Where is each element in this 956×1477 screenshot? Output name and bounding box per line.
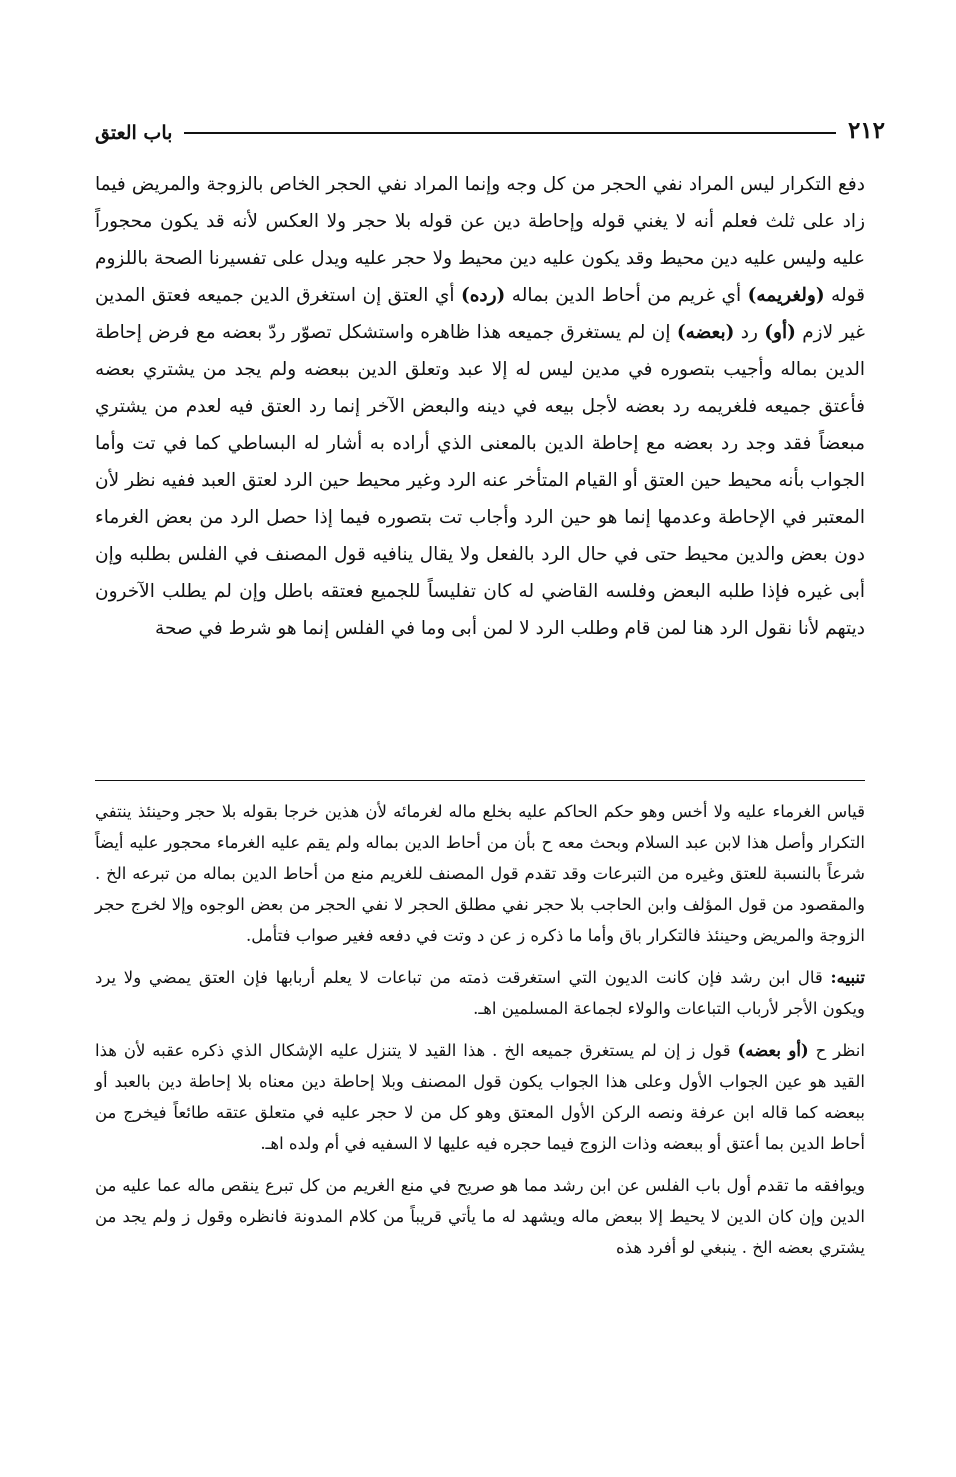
footnote-paragraph: تنبيه: قال ابن رشد فإن كانت الديون التي استغرقت ذمته من تباعات لا يعلم أربابها فإن العتق يمضي ولا يرد ويكون الأجر لأرباب التباعات والولاء لجماعة المسلمين اهـ. bbox=[95, 968, 865, 1018]
footnote-divider bbox=[95, 780, 865, 781]
header-rule bbox=[184, 132, 836, 134]
page-number: ٢١٢ bbox=[847, 117, 885, 144]
footnote-paragraph: انظر ح (أو بعضه) قول ز إن لم يستغرق جميعه الخ . هذا القيد لا يتنزل عليه الإشكال الذي ذكره عقبه لأن هذا القيد هو عين الجواب الأول وعلى هذا الجواب يكون قول المصنف وبلا إحاطة دين معناه بلا إحاطة دين بالعبد أو ببعضه كما قاله ابن عرفة ونصه الركن الأول المعتق وهو كل من لا حجر عليه في متعلق عتقه طائعاً فيخرج من أحاط الدين بما أعتق أو ببعضه وذات الزوج فيما حجره فيه عليها لا السفيه في أم ولده اهـ. bbox=[95, 1041, 865, 1153]
footnote-paragraph: ويوافقه ما تقدم أول باب الفلس عن ابن رشد مما هو صريح في منع الغريم من كل تبرع ينقص ماله عما عليه من الدين وإن كان الدين لا يحيط إلا ببعض ماله ويشهد له ما يأتي قريباً من كلام المدونة فانظره وقول ز ولم يجد من يشتري بعضه الخ . ينبغي لو أفرد هذه bbox=[95, 1176, 865, 1257]
page-header bbox=[95, 108, 885, 144]
note-label: تنبيه: bbox=[830, 968, 865, 987]
main-text bbox=[95, 166, 865, 647]
footnote-paragraph: قياس الغرماء عليه ولا أخس وهو حكم الحاكم عليه بخلع ماله لغرمائه لأن هذين خرجا بقوله بلا حجر وحينئذ ينتفي التكرار وأصل هذا لابن عبد السلام وبحث معه ح بأن من أحاط الدين بماله ولم يقم عليه الغرماء محجور عليه أيضاً شرعاً بالنسبة للعتق وغيره من التبرعات وقد تقدم قول المصنف للغريم منع من أحاط الدين بماله من تبرعه الخ . والمقصود من قول المؤلف وابن الحاجب بلا حجر نفي مطلق الحجر لا نفي الحجر من بعض الوجوه وإلا لخرج حجر الزوجة والمريض وحينئذ فالتكرار باق وأما ما ذكره ز عن د وتت في دفعه فغير صواب فتأمل. bbox=[95, 802, 865, 945]
main-paragraph: دفع التكرار ليس المراد نفي الحجر من كل وجه وإنما المراد نفي الحجر الخاص بالزوجة والمريض فيما زاد على ثلث فعلم أنه لا يغني قوله وإحاطة دين عن قوله بلا حجر ولا العكس لأنه قد يكون محجوراً عليه وليس عليه دين محيط وقد يكون عليه دين محيط ولا حجر عليه ويدل على تفسيرنا الصحة باللزوم قوله (ولغريمه) أي غريم من أحاط الدين بماله (رده) أي العتق إن استغرق الدين جميعه فعتق المدين غير لازم (أو) رد (بعضه) إن لم يستغرق جميعه هذا ظاهره واستشكل تصوّر ردّ بعضه مع فرض إحاطة الدين بماله وأجيب بتصوره في مدين ليس له إلا عبد وتعلق الدين ببعضه ولم يجد من يشتري بعضه فأعتق جميعه فلغريمه رد بعضه لأجل بيعه في دينه والبعض الآخر إنما رد العتق فيه لعدم من يشتري مبعضاً فقد وجد رد بعضه مع إحاطة الدين بالمعنى الذي أراده به أشار له البساطي كما في تت وأما الجواب بأنه محيط حين العتق أو القيام المتأخر عنه الرد وغير محيط حين الرد لعتق العبد ففيه نظر لأن المعتبر في الإحاطة وعدمها إنما هو حين الرد وأجاب تت بتصوره فيما إذا حصل الرد من بعض الغرماء دون بعض والدين محيط حتى في حال الرد بالفعل ولا يقال ينافيه قول المصنف في الفلس بطلبه وإن أبى غيره فإذا طلبه البعض وفلسه القاضي له كان تفليساً للجميع فعتقه باطل وإن لم يطلب الآخرون ديتهم لأنا نقول الرد هنا لمن قام وطلب الرد لا لمن أبى وما في الفلس إنما هو شرط في صحة bbox=[95, 174, 866, 639]
chapter-title: باب العتق bbox=[95, 122, 173, 144]
footnotes bbox=[95, 796, 865, 1274]
